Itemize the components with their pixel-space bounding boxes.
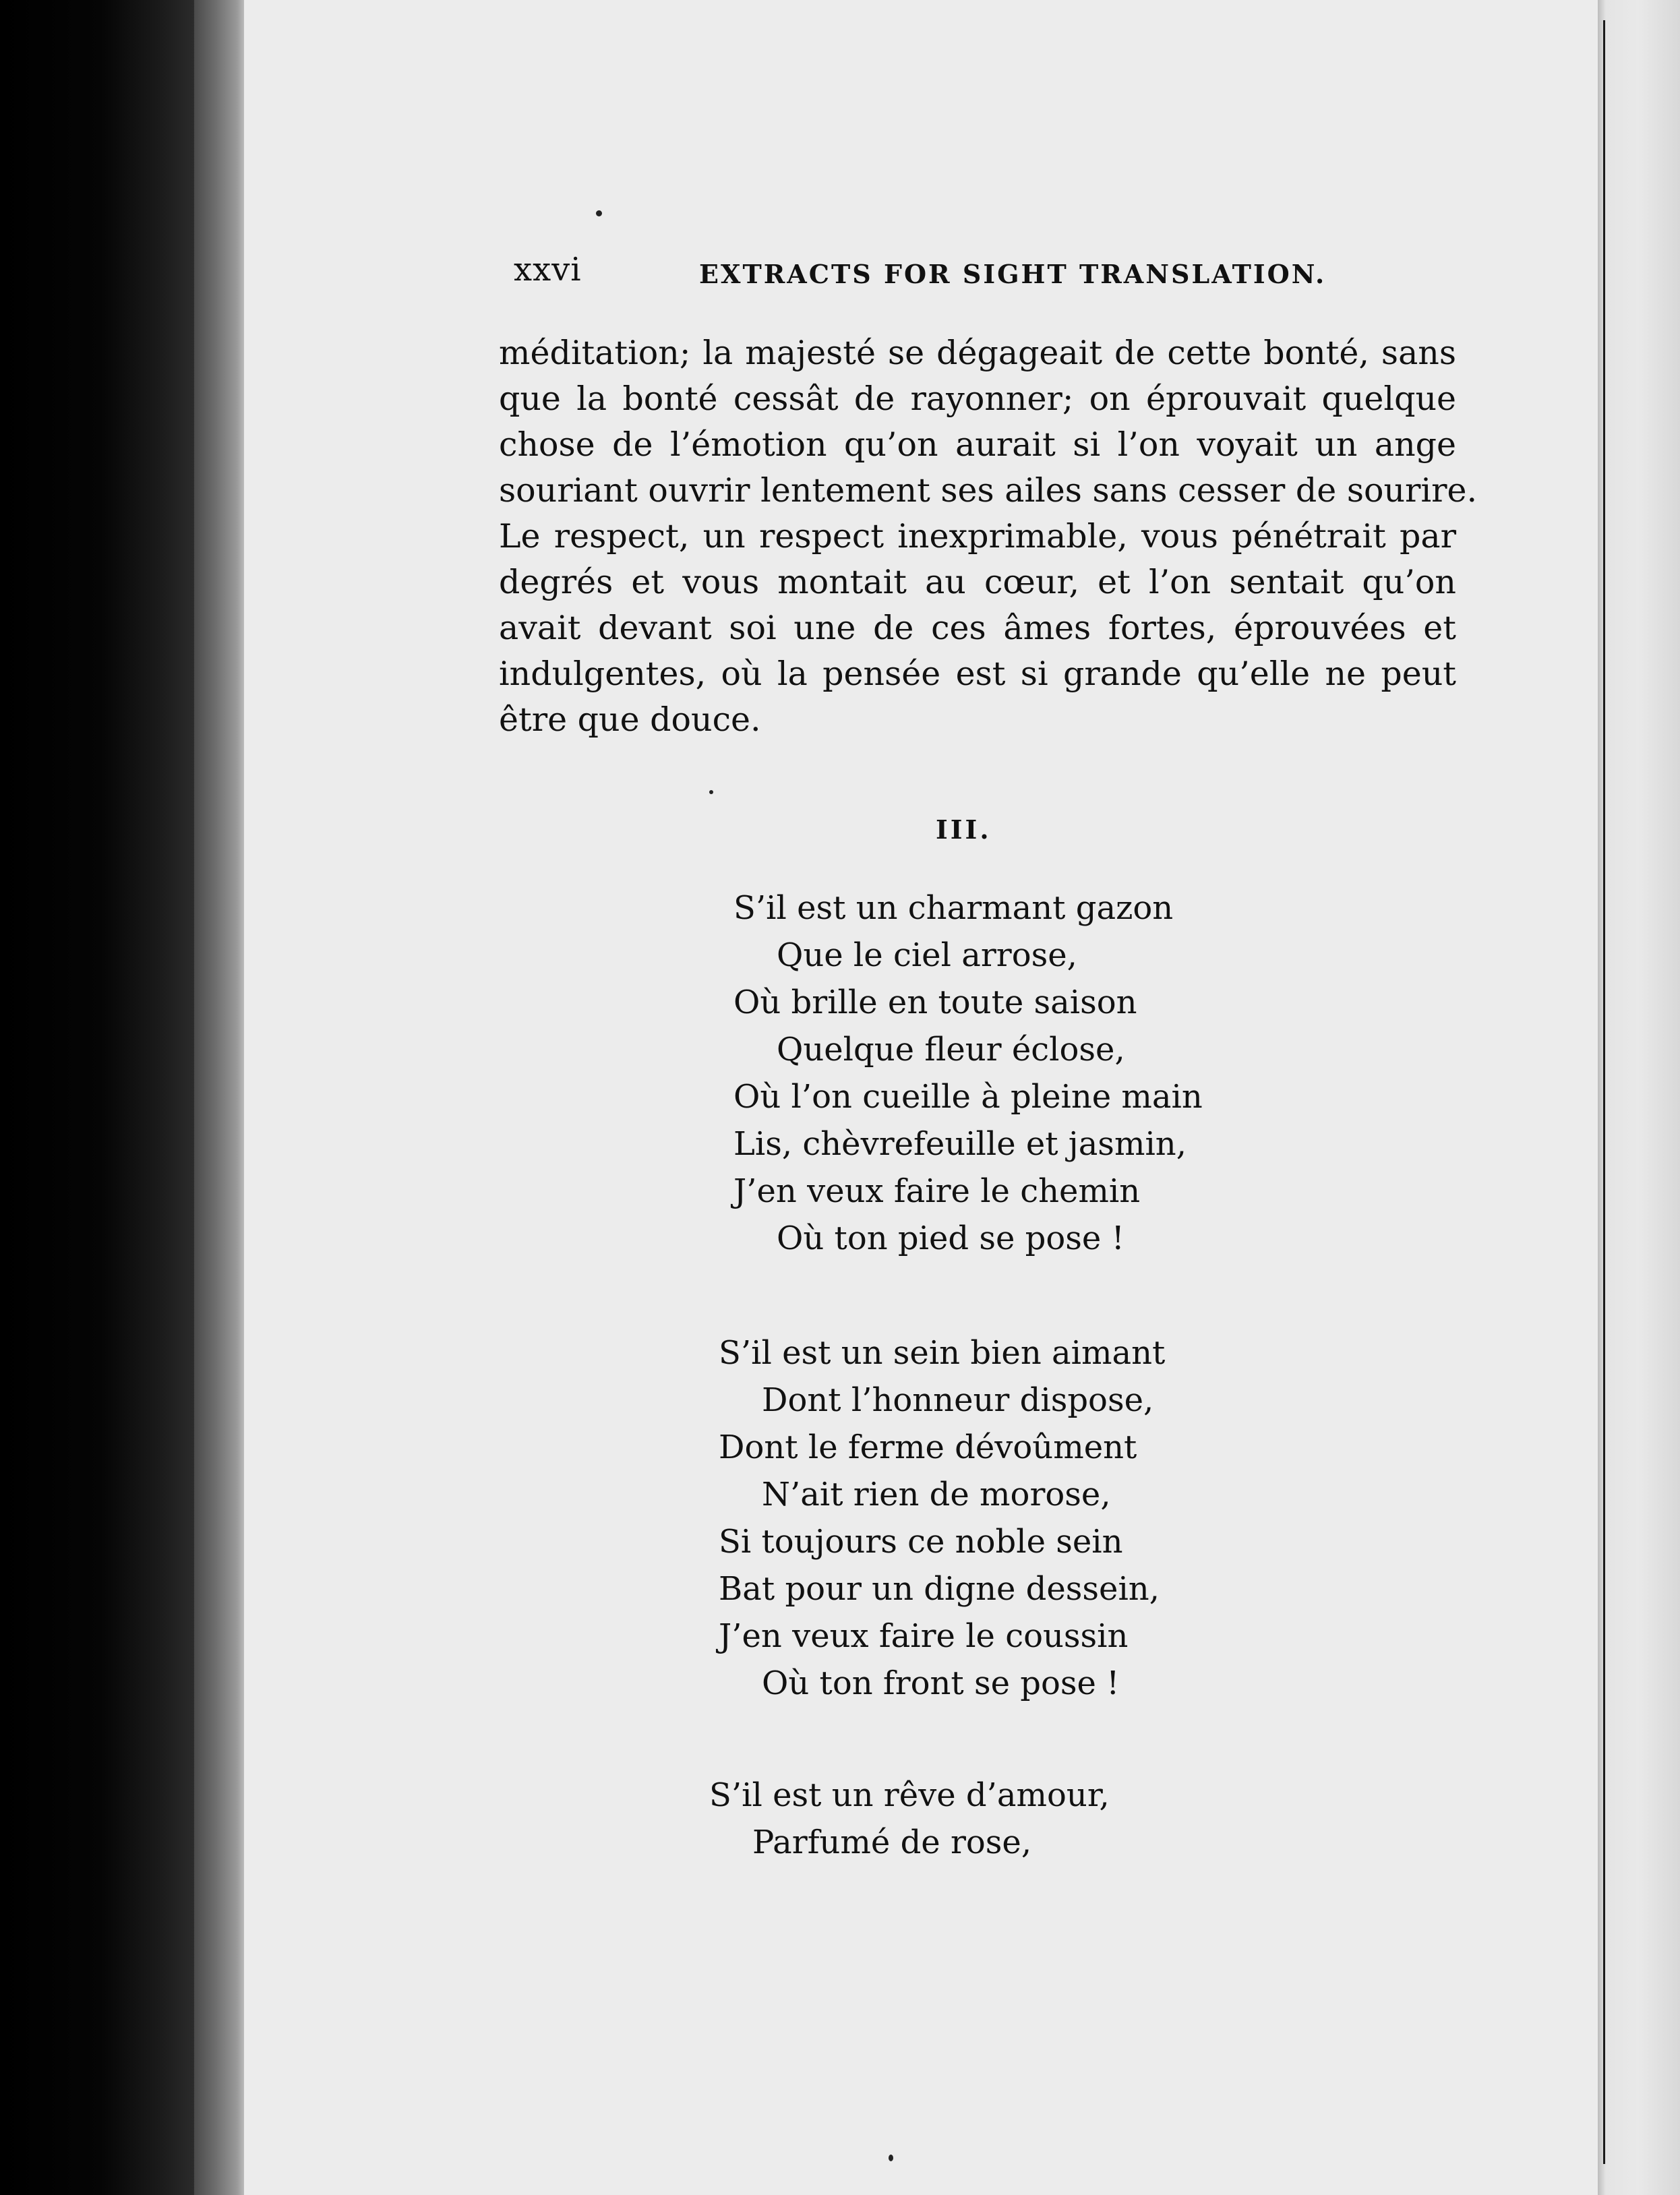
prose-line: chose de l’émotion qu’on aurait si l’on voyait un ange [499,425,1456,464]
poem-verse: Bat pour un digne dessein, [719,1570,1160,1608]
prose-line: avait devant soi une de ces âmes fortes, éprouvées et [499,609,1456,647]
poem-verse: Où l’on cueille à pleine main [733,1078,1203,1116]
poem-verse: Quelque fleur éclose, [777,1031,1125,1069]
page-stack-edge [194,0,248,2195]
page-border-line [1603,20,1605,2164]
poem-verse: Parfumé de rose, [752,1824,1032,1861]
poem-stanza [709,1772,1110,1866]
poem-stanza [719,1329,1165,1707]
prose-line: Le respect, un respect inexprimable, vous pénétrait par [499,517,1456,555]
poem-verse: Où ton front se pose ! [762,1664,1120,1702]
page-number: xxvi [514,251,582,289]
prose-line: que la bonté cessât de rayonner; on éprouvait quelque [499,380,1456,418]
prose-line: indulgentes, où la pensée est si grande qu’elle ne peut [499,655,1456,693]
poem-verse: Que le ciel arrose, [777,936,1077,974]
prose-line: degrés et vous montait au cœur, et l’on sentait qu’on [499,563,1456,601]
ink-speck [709,790,713,794]
poem-stanza [733,884,1203,1262]
prose-line: être que douce. [499,700,761,739]
poem-verse: S’il est un sein bien aimant [719,1334,1166,1372]
poem-verse: Où brille en toute saison [733,984,1137,1021]
section-number: III. [936,814,992,845]
poem-verse: J’en veux faire le chemin [733,1172,1141,1210]
poem-verse: Si toujours ce noble sein [719,1523,1123,1561]
prose-line: souriant ouvrir lentement ses ailes sans cesser de sourire. [499,471,1478,510]
prose-line: méditation; la majesté se dégageait de cette bonté, sans [499,334,1456,372]
poem-verse: J’en veux faire le coussin [719,1617,1129,1655]
poem-verse: Dont le ferme dévoûment [719,1429,1137,1466]
page-header [514,251,1327,299]
prose-paragraph [499,330,1478,743]
facing-page-edge [1598,0,1680,2195]
ink-speck [889,2155,893,2161]
poem-verse: N’ait rien de morose, [762,1476,1111,1513]
poem-verse: Où ton pied se pose ! [777,1220,1124,1257]
book-spine [0,0,202,2195]
poem-verse: Dont l’honneur dispose, [762,1381,1154,1419]
poem-verse: Lis, chèvrefeuille et jasmin, [733,1125,1187,1163]
poem-verse: S’il est un charmant gazon [733,889,1174,927]
ink-speck [596,210,602,216]
poem-verse: S’il est un rêve d’amour, [709,1776,1110,1814]
running-title: EXTRACTS FOR SIGHT TRANSLATION. [699,259,1327,289]
